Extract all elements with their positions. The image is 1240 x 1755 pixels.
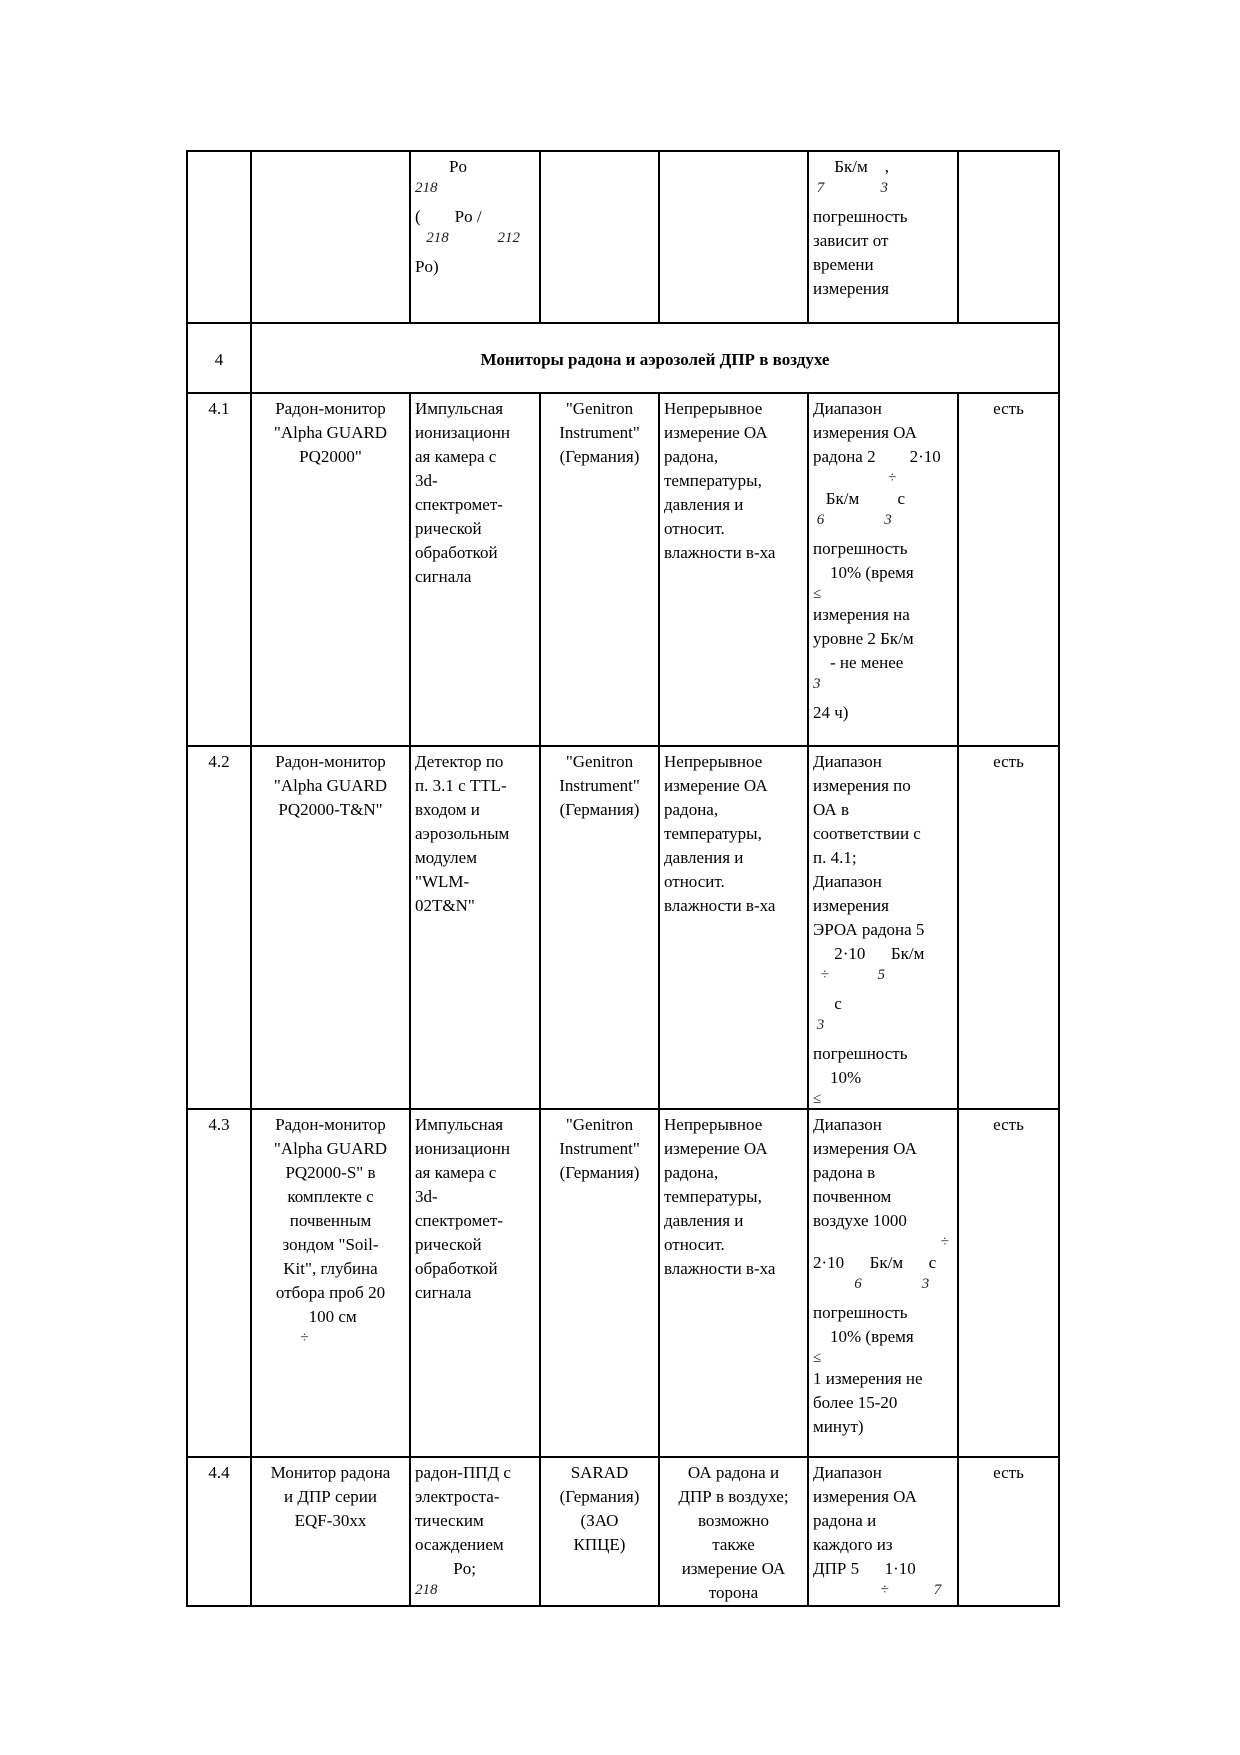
cell-specifications <box>808 746 958 1109</box>
blank-line <box>813 984 953 992</box>
cell-detector-type <box>410 746 540 1109</box>
cell-manufacturer <box>540 1109 659 1457</box>
text-line: "WLM- <box>415 872 470 891</box>
text-line: температуры, <box>664 471 762 490</box>
text-line: измерения ОА <box>813 1139 917 1158</box>
text-line: EQF-30xx <box>294 1511 367 1530</box>
text-line: уровне 2 Бк/м <box>813 629 914 648</box>
text-line: PQ2000" <box>299 447 362 466</box>
text-line: измерение ОА <box>664 1139 768 1158</box>
text-line: радона, <box>664 447 719 466</box>
text-line: (ЗАО <box>580 1511 619 1530</box>
cell-specifications <box>808 151 958 323</box>
text-line: "Alpha GUARD <box>273 776 388 795</box>
text-line: комплекте с <box>287 1187 374 1206</box>
text-line: Po <box>415 157 467 176</box>
text-line: относит. <box>664 872 725 891</box>
text-line: Диапазон <box>813 872 882 891</box>
text-line: аэрозольным <box>415 824 510 843</box>
text-line: радона в <box>813 1163 876 1182</box>
text-line: радона и <box>813 1511 877 1530</box>
equipment-table <box>186 150 1060 1607</box>
text-line: п. 4.1; <box>813 848 857 867</box>
text-line: входом и <box>415 800 480 819</box>
text-line: 4.4 <box>208 1463 230 1482</box>
text-line: (Германия) <box>559 1487 640 1506</box>
text-line: давления и <box>664 495 744 514</box>
cell-availability <box>958 393 1059 746</box>
cell-row-number <box>187 1109 251 1457</box>
displaced-glyph-line: ÷ 5 <box>813 967 885 983</box>
text-line: (Германия) <box>559 447 640 466</box>
cell-measured-quantities <box>659 1457 808 1606</box>
displaced-glyph-line: ≤ <box>813 1091 822 1107</box>
text-line: погрешность <box>813 1303 908 1322</box>
text-line: Импульсная <box>415 399 504 418</box>
cell-specifications <box>808 1457 958 1606</box>
text-line: измерение ОА <box>664 423 768 442</box>
text-line: Instrument" <box>559 1139 640 1158</box>
displaced-glyph-line: 218 212 <box>415 230 520 246</box>
cell-availability <box>958 1109 1059 1457</box>
cell-manufacturer <box>540 393 659 746</box>
text-line: воздухе 1000 <box>813 1211 907 1230</box>
cell-measured-quantities <box>659 746 808 1109</box>
displaced-glyph-line: ÷ <box>813 1234 949 1250</box>
text-line: погрешность <box>813 207 908 226</box>
text-line: 02T&N" <box>415 896 475 915</box>
text-line: торона <box>708 1583 759 1602</box>
text-line: ионизационн <box>415 1139 510 1158</box>
text-line: времени <box>813 255 874 274</box>
text-line: соответствии с <box>813 824 921 843</box>
text-line: зависит от <box>813 231 889 250</box>
cell-device-name <box>251 151 410 323</box>
table-row <box>187 746 1059 1109</box>
cell-device-name <box>251 746 410 1109</box>
text-line: ОА радона и <box>687 1463 780 1482</box>
text-line: 2·10 Бк/м <box>813 944 925 963</box>
text-line: давления и <box>664 1211 744 1230</box>
text-line: температуры, <box>664 1187 762 1206</box>
text-line: погрешность <box>813 539 908 558</box>
displaced-glyph-line: ≤ <box>813 586 822 602</box>
cell-manufacturer <box>540 151 659 323</box>
text-line: 1 измерения не <box>813 1369 923 1388</box>
text-line: - не менее <box>813 653 904 672</box>
cell-detector-type <box>410 393 540 746</box>
table-row <box>187 151 1059 323</box>
displaced-glyph-line: ≤ <box>813 1350 822 1366</box>
cell-measured-quantities <box>659 1109 808 1457</box>
cell-detector-type <box>410 1109 540 1457</box>
blank-line <box>813 1293 953 1301</box>
text-line: более 15-20 <box>813 1393 898 1412</box>
text-line: Бк/м с <box>813 489 906 508</box>
text-line: ая камера с <box>415 447 497 466</box>
text-line: "Genitron <box>565 399 634 418</box>
text-line: каждого из <box>813 1535 893 1554</box>
table-row <box>187 323 1059 393</box>
text-line: рической <box>415 1235 482 1254</box>
text-line: 4.3 <box>208 1115 230 1134</box>
cell-specifications <box>808 393 958 746</box>
text-line: 100 см <box>304 1307 357 1326</box>
blank-line <box>415 247 535 255</box>
text-line: есть <box>993 1115 1024 1134</box>
table-row <box>187 1457 1059 1606</box>
text-line: электроста- <box>415 1487 500 1506</box>
text-line: Радон-монитор <box>275 1115 386 1134</box>
cell-device-name <box>251 1457 410 1606</box>
displaced-glyph-line: 218 <box>415 1582 438 1598</box>
text-line: ДПР в воздухе; <box>678 1487 789 1506</box>
text-line: влажности в-ха <box>664 1259 776 1278</box>
text-line: PQ2000-T&N" <box>278 800 383 819</box>
cell-device-name <box>251 1109 410 1457</box>
text-line: Радон-монитор <box>275 399 386 418</box>
text-line: Диапазон <box>813 1463 882 1482</box>
text-line: обработкой <box>415 543 498 562</box>
displaced-glyph-line: 6 3 <box>813 1276 930 1292</box>
text-line: ЭРОА радона 5 <box>813 920 925 939</box>
text-line: Импульсная <box>415 1115 504 1134</box>
text-line: почвенном <box>813 1187 892 1206</box>
displaced-glyph-line: 218 <box>415 180 438 196</box>
text-line: измерения ОА <box>813 423 917 442</box>
text-line: Непрерывное <box>664 752 763 771</box>
text-line: с <box>813 994 842 1013</box>
text-line: есть <box>993 399 1024 418</box>
text-line: Po; <box>415 1559 476 1578</box>
text-line: модулем <box>415 848 477 867</box>
text-line: температуры, <box>664 824 762 843</box>
text-line: измерения <box>813 279 889 298</box>
text-line: ( Po / <box>415 207 482 226</box>
text-line: спектромет- <box>415 495 503 514</box>
text-line: Instrument" <box>559 423 640 442</box>
displaced-glyph-line: ÷ 7 <box>813 1582 942 1598</box>
cell-availability <box>958 1457 1059 1606</box>
text-line: (Германия) <box>559 800 640 819</box>
text-line: измерения по <box>813 776 911 795</box>
text-line: 2·10 Бк/м с <box>813 1253 937 1272</box>
text-line: измерения на <box>813 605 910 624</box>
displaced-glyph-line: 6 3 <box>813 512 892 528</box>
text-line: тическим <box>415 1511 484 1530</box>
displaced-glyph-line: ÷ <box>813 470 897 486</box>
cell-manufacturer <box>540 1457 659 1606</box>
text-line: "Alpha GUARD <box>273 423 388 442</box>
text-line: "Genitron <box>565 1115 634 1134</box>
text-line: Kit", глубина <box>283 1259 378 1278</box>
text-line: рической <box>415 519 482 538</box>
text-line: сигнала <box>415 567 472 586</box>
text-line: 10% (время <box>813 563 914 582</box>
text-line: измерения <box>813 896 889 915</box>
text-line: 10% <box>813 1068 862 1087</box>
text-line: измерение ОА <box>664 776 768 795</box>
text-line: ДПР 5 1·10 <box>813 1559 916 1578</box>
text-line: осаждением <box>415 1535 504 1554</box>
text-line: измерение ОА <box>681 1559 786 1578</box>
section-number: 4 <box>187 323 251 393</box>
text-line: (Германия) <box>559 1163 640 1182</box>
text-line: влажности в-ха <box>664 543 776 562</box>
text-line: есть <box>993 1463 1024 1482</box>
text-line: п. 3.1 с TTL- <box>415 776 507 795</box>
text-line: Детектор по <box>415 752 504 771</box>
text-line: радон-ППД с <box>415 1463 511 1482</box>
text-line: относит. <box>664 1235 725 1254</box>
table-row <box>187 1109 1059 1457</box>
text-line: 10% (время <box>813 1327 914 1346</box>
cell-row-number <box>187 746 251 1109</box>
cell-manufacturer <box>540 746 659 1109</box>
text-line: 4.2 <box>208 752 230 771</box>
text-line: 24 ч) <box>813 703 849 722</box>
text-line: Монитор радона <box>270 1463 391 1482</box>
text-line: КПЦЕ) <box>573 1535 626 1554</box>
text-line: 3d- <box>415 471 438 490</box>
displaced-glyph-line: ÷ <box>300 1330 361 1346</box>
text-line: и ДПР серии <box>284 1487 377 1506</box>
text-line: Бк/м , <box>813 157 890 176</box>
text-line: минут) <box>813 1417 864 1436</box>
displaced-glyph-line: 7 3 <box>813 180 888 196</box>
text-line: возможно <box>697 1511 770 1530</box>
text-line: обработкой <box>415 1259 498 1278</box>
text-line: зондом "Soil- <box>282 1235 379 1254</box>
text-line: Диапазон <box>813 399 882 418</box>
cell-measured-quantities <box>659 393 808 746</box>
section-title: Мониторы радона и аэрозолей ДПР в воздухе <box>251 323 1059 393</box>
cell-detector-type <box>410 1457 540 1606</box>
blank-line <box>813 693 953 701</box>
text-line: Непрерывное <box>664 1115 763 1134</box>
text-line: также <box>712 1535 755 1554</box>
text-line: радона 2 2·10 <box>813 447 941 466</box>
text-line: спектромет- <box>415 1211 503 1230</box>
table-row <box>187 393 1059 746</box>
displaced-glyph-line: 3 <box>813 1017 825 1033</box>
cell-row-number <box>187 1457 251 1606</box>
cell-device-name <box>251 393 410 746</box>
text-line: Диапазон <box>813 1115 882 1134</box>
text-line: относит. <box>664 519 725 538</box>
text-line: радона, <box>664 800 719 819</box>
text-line: Диапазон <box>813 752 882 771</box>
text-line: Радон-монитор <box>275 752 386 771</box>
cell-row-number <box>187 393 251 746</box>
text-line: 3d- <box>415 1187 438 1206</box>
text-line: давления и <box>664 848 744 867</box>
text-line: ая камера с <box>415 1163 497 1182</box>
text-line: ионизационн <box>415 423 510 442</box>
text-line: PQ2000-S" в <box>285 1163 376 1182</box>
text-line: ОА в <box>813 800 849 819</box>
cell-availability <box>958 151 1059 323</box>
cell-detector-type <box>410 151 540 323</box>
text-line: почвенным <box>289 1211 372 1230</box>
text-line: SARAD <box>570 1463 629 1482</box>
cell-availability <box>958 746 1059 1109</box>
displaced-glyph-line: 3 <box>813 676 821 692</box>
cell-row-number <box>187 151 251 323</box>
text-line: измерения ОА <box>813 1487 917 1506</box>
text-line: "Alpha GUARD <box>273 1139 388 1158</box>
blank-line <box>813 197 953 205</box>
text-line: Непрерывное <box>664 399 763 418</box>
cell-measured-quantities <box>659 151 808 323</box>
blank-line <box>813 529 953 537</box>
text-line: Instrument" <box>559 776 640 795</box>
text-line: есть <box>993 752 1024 771</box>
blank-line <box>813 1034 953 1042</box>
text-line: "Genitron <box>565 752 634 771</box>
text-line: отбора проб 20 <box>275 1283 386 1302</box>
text-line: радона, <box>664 1163 719 1182</box>
text-line: Po) <box>415 257 439 276</box>
cell-specifications <box>808 1109 958 1457</box>
blank-line <box>415 197 535 205</box>
text-line: погрешность <box>813 1044 908 1063</box>
text-line: сигнала <box>415 1283 472 1302</box>
text-line: влажности в-ха <box>664 896 776 915</box>
text-line: 4.1 <box>208 399 230 418</box>
